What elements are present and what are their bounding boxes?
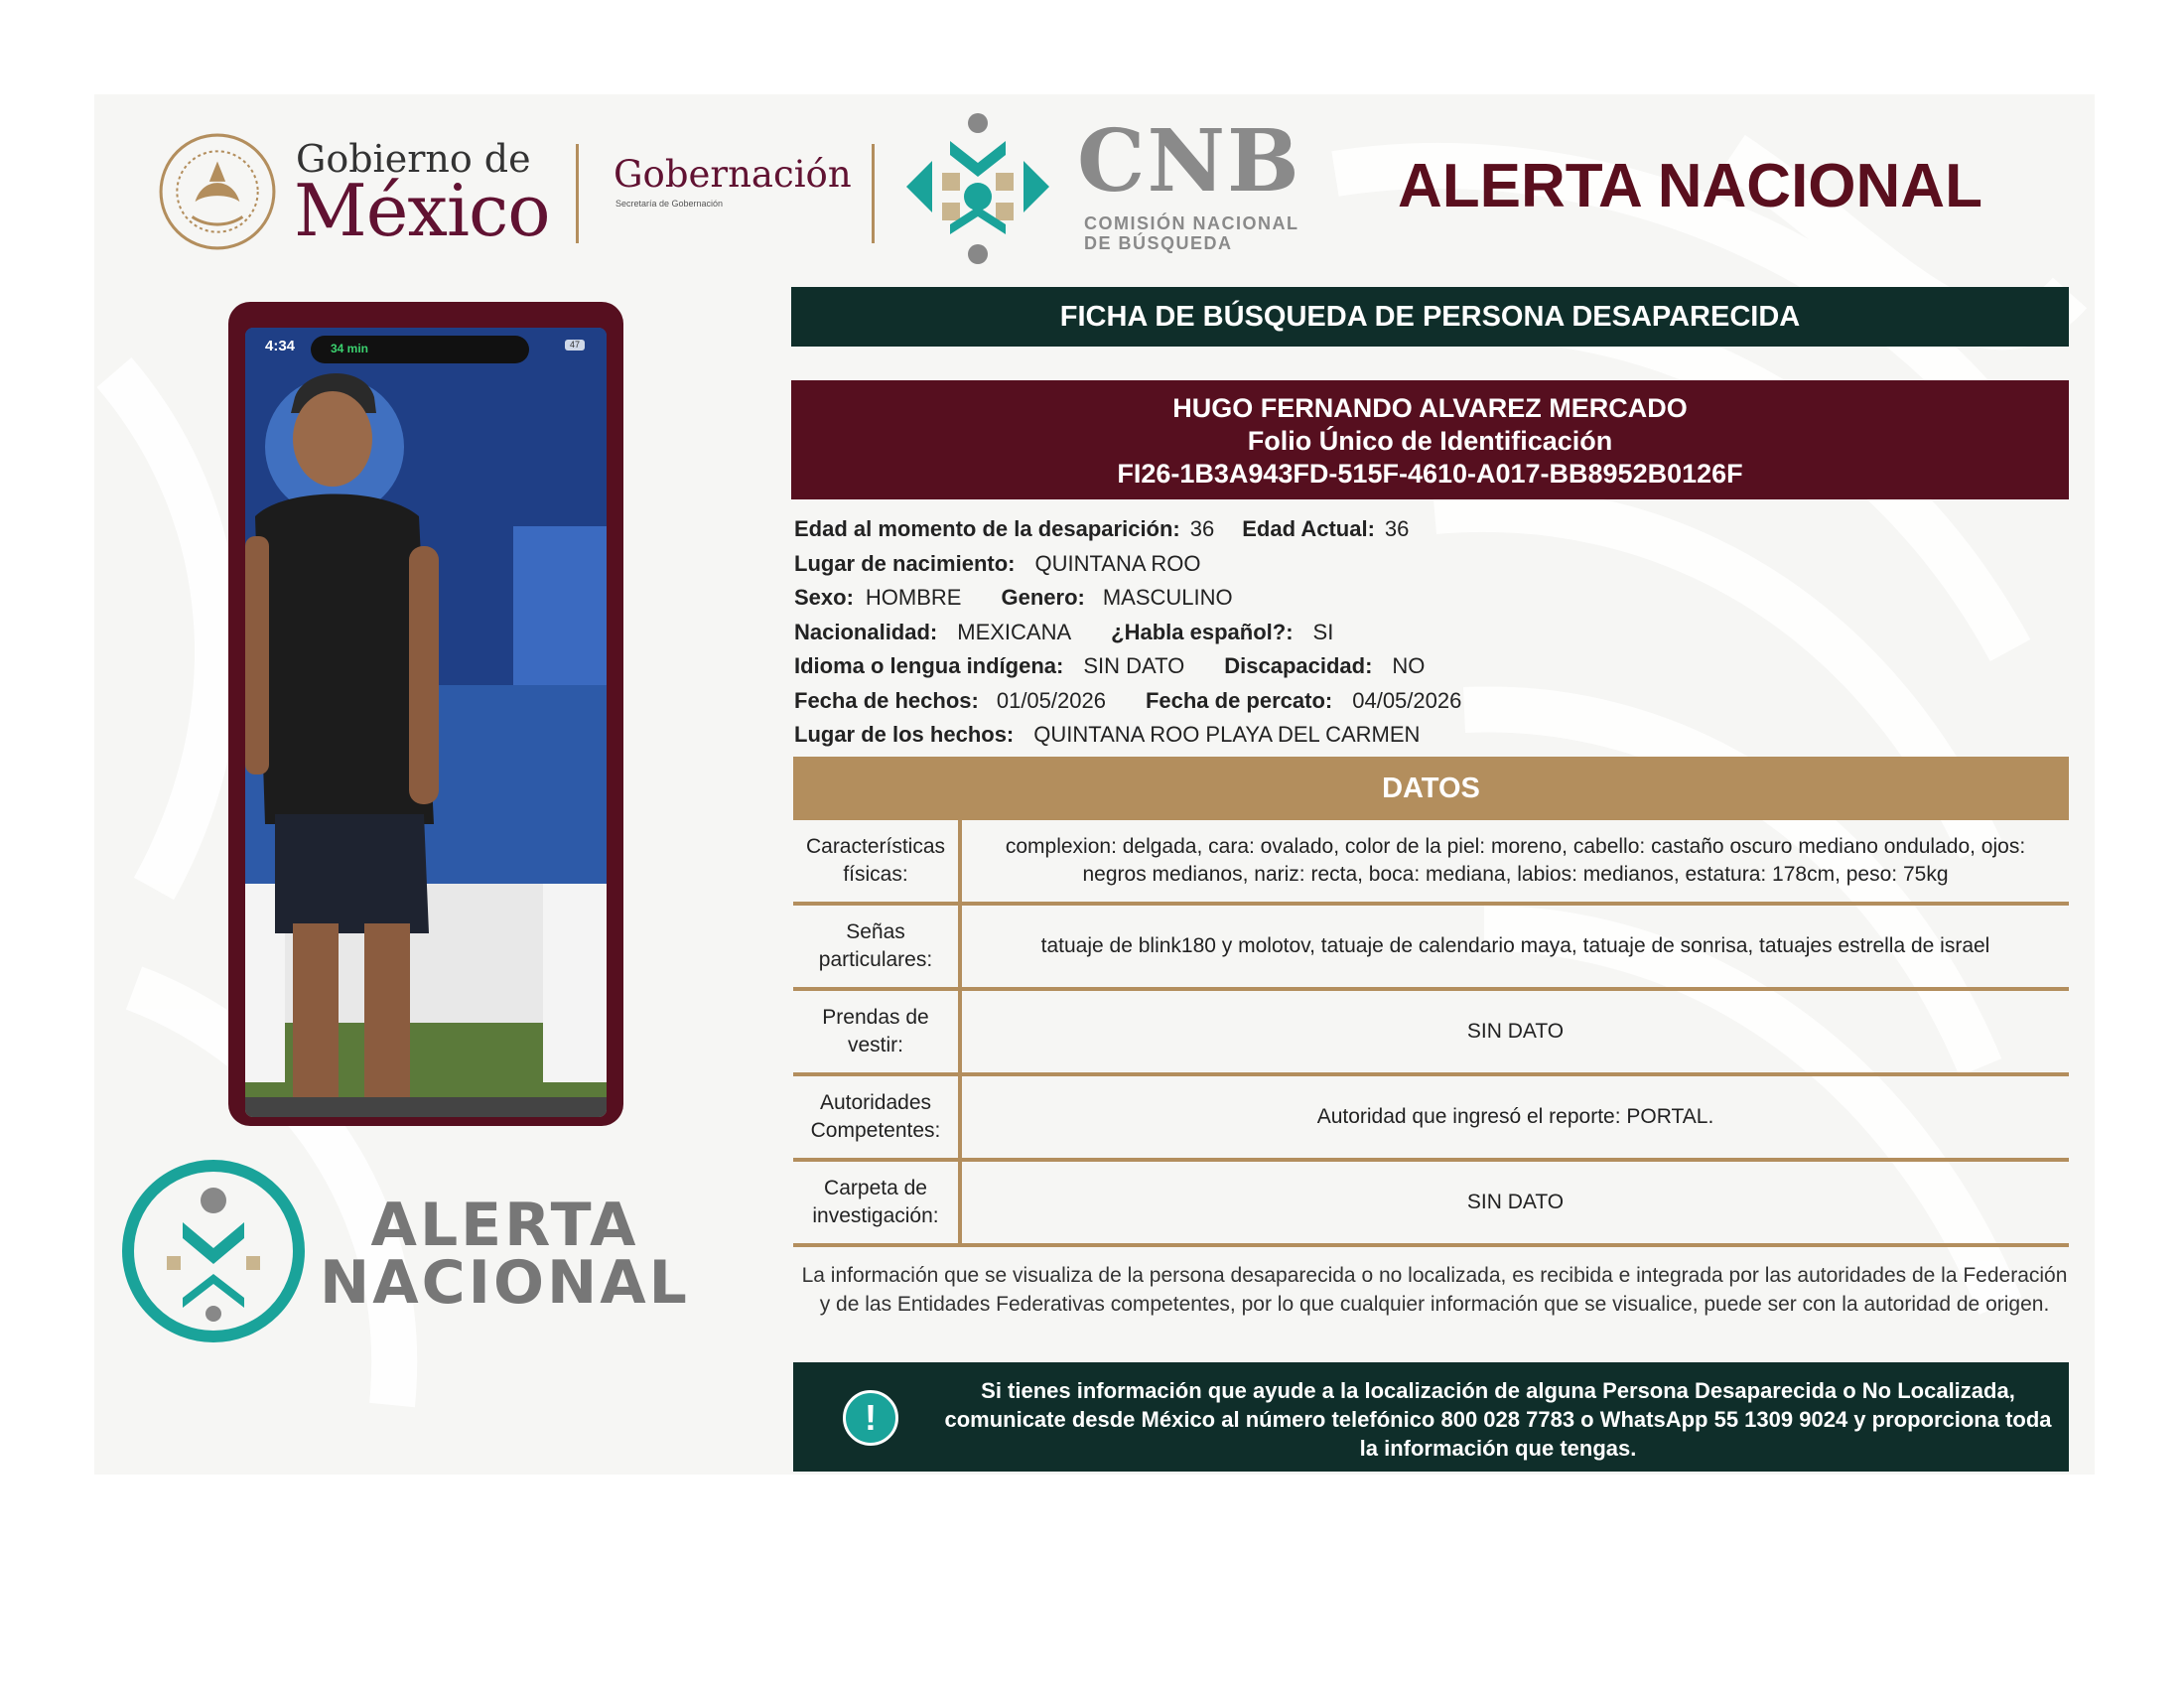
discapacidad-label: Discapacidad: xyxy=(1224,653,1373,678)
edad-value: 36 xyxy=(1189,516,1215,541)
discapacidad-value: NO xyxy=(1392,653,1426,678)
cnb-title: CNB xyxy=(1077,111,1301,211)
row-value: SIN DATO xyxy=(1466,1191,1565,1213)
person-name: HUGO FERNANDO ALVAREZ MERCADO xyxy=(1172,393,1688,423)
fecha-percato-label: Fecha de percato: xyxy=(1145,687,1333,713)
datos-table xyxy=(793,820,2069,1247)
nacimiento-label: Lugar de nacimiento: xyxy=(794,550,1016,576)
info-nacimiento xyxy=(794,547,1985,582)
row-label: Prendas de vestir: xyxy=(793,991,962,1072)
cnb-subtitle-line1: COMISIÓN NACIONAL xyxy=(1084,213,1299,233)
alerta-nacional-header: ALERTA NACIONAL xyxy=(1398,152,1982,220)
datos-title: DATOS xyxy=(1382,772,1480,804)
alerta-nacional-logo-text xyxy=(320,1191,690,1318)
espanol-value: SI xyxy=(1312,619,1334,644)
status-time: 4:34 xyxy=(265,338,296,354)
row-label: Carpeta de investigación: xyxy=(793,1162,962,1243)
idioma-label: Idioma o lengua indígena: xyxy=(794,653,1064,678)
cnb-logo-icon xyxy=(898,107,1057,266)
alerta-logo-line2: NACIONAL xyxy=(320,1248,690,1318)
photo-illustration xyxy=(245,328,607,1117)
header-divider xyxy=(872,144,875,243)
folio-value: FI26-1B3A943FD-515F-4610-A017-BB8952B0126F xyxy=(1117,459,1743,489)
disclaimer-text: La información que se visualiza de la persona desaparecida o no localizada, es recibida e integrada por las autoridades de la Federación y de las Entidades Federativas competentes, por lo que cualquier información que se visualice, puede ser con la autoridad de origen. xyxy=(801,1264,2068,1316)
idioma-value: SIN DATO xyxy=(1083,653,1185,678)
nacionalidad-label: Nacionalidad: xyxy=(794,619,938,644)
espanol-label: ¿Habla español?: xyxy=(1111,619,1294,644)
alerta-logo-line1: ALERTA xyxy=(370,1191,639,1260)
mexico-seal-icon xyxy=(157,131,278,252)
contact-bar xyxy=(793,1362,2069,1472)
table-row xyxy=(793,1076,2069,1162)
nacionalidad-value: MEXICANA xyxy=(957,619,1072,644)
nacimiento-value: QUINTANA ROO xyxy=(1034,550,1201,576)
info-nacionalidad xyxy=(794,616,1985,650)
table-row xyxy=(793,991,2069,1076)
genero-label: Genero: xyxy=(1001,585,1085,610)
info-lugar xyxy=(794,718,1985,753)
call-pill xyxy=(311,336,529,363)
person-photo xyxy=(245,328,607,1117)
folio-label: Folio Único de Identificación xyxy=(1247,426,1613,456)
exclamation-icon: ! xyxy=(843,1390,898,1446)
lugar-value: QUINTANA ROO PLAYA DEL CARMEN xyxy=(1033,722,1421,747)
genero-value: MASCULINO xyxy=(1102,585,1233,610)
info-sexo xyxy=(794,581,1985,616)
sexo-label: Sexo: xyxy=(794,585,854,610)
row-label: Autoridades Competentes: xyxy=(793,1076,962,1158)
sexo-value: HOMBRE xyxy=(865,585,962,610)
person-name-bar xyxy=(791,380,2069,499)
phone-status-bar xyxy=(245,328,607,367)
ficha-title-bar xyxy=(791,287,2069,347)
fecha-percato-value: 04/05/2026 xyxy=(1352,687,1462,713)
table-row xyxy=(793,820,2069,906)
person-photo-frame xyxy=(228,302,623,1126)
row-value: SIN DATO xyxy=(1466,1020,1565,1043)
edad-actual-value: 36 xyxy=(1384,516,1410,541)
alerta-nacional-logo-icon xyxy=(119,1157,308,1345)
table-row xyxy=(793,906,2069,991)
contact-text: Si tienes información que ayude a la localización de alguna Persona Desaparecida o No Localizada, comunicate desde México al número telefónico 800 028 7783 o WhatsApp 55 1309 9024 y proporciona toda la información que tengas. xyxy=(944,1378,2052,1461)
info-fechas xyxy=(794,684,1985,719)
info-idioma xyxy=(794,649,1985,684)
battery-icon: 47 xyxy=(565,340,585,351)
gobierno-de-text: Gobierno de xyxy=(296,137,531,181)
fecha-hechos-label: Fecha de hechos: xyxy=(794,687,979,713)
cnb-subtitle-line2: DE BÚSQUEDA xyxy=(1084,233,1233,253)
fecha-hechos-value: 01/05/2026 xyxy=(996,687,1106,713)
mexico-text: México xyxy=(294,169,550,252)
row-value: Autoridad que ingresó el reporte: PORTAL. xyxy=(1316,1105,1714,1128)
row-label: Señas particulares: xyxy=(793,906,962,987)
call-duration: 34 min xyxy=(331,342,369,355)
gobernacion-subtitle: Secretaría de Gobernación xyxy=(615,199,724,209)
lugar-label: Lugar de los hechos: xyxy=(794,722,1015,747)
cnb-subtitle xyxy=(1084,213,1299,253)
person-info xyxy=(794,512,1985,753)
ficha-title: FICHA DE BÚSQUEDA DE PERSONA DESAPARECIDA xyxy=(1059,300,1801,333)
row-label: Características físicas: xyxy=(793,820,962,902)
header-divider xyxy=(576,144,579,243)
row-value: complexion: delgada, cara: ovalado, color de la piel: moreno, cabello: castaño oscuro mediano ondulado, ojos: negros medianos, nariz: recta, boca: mediana, labios: medianos, estatura: 178cm, peso: 75kg xyxy=(1005,835,2026,886)
edad-label: Edad al momento de la desaparición: xyxy=(794,516,1180,541)
gobernacion-logo-text: Gobernación xyxy=(614,153,852,196)
info-edad xyxy=(794,512,1985,547)
table-row xyxy=(793,1162,2069,1247)
row-value: tatuaje de blink180 y molotov, tatuaje de calendario maya, tatuaje de sonrisa, tatuajes estrella de israel xyxy=(1040,934,1990,957)
edad-actual-label: Edad Actual: xyxy=(1242,516,1375,541)
datos-title-bar xyxy=(793,757,2069,820)
